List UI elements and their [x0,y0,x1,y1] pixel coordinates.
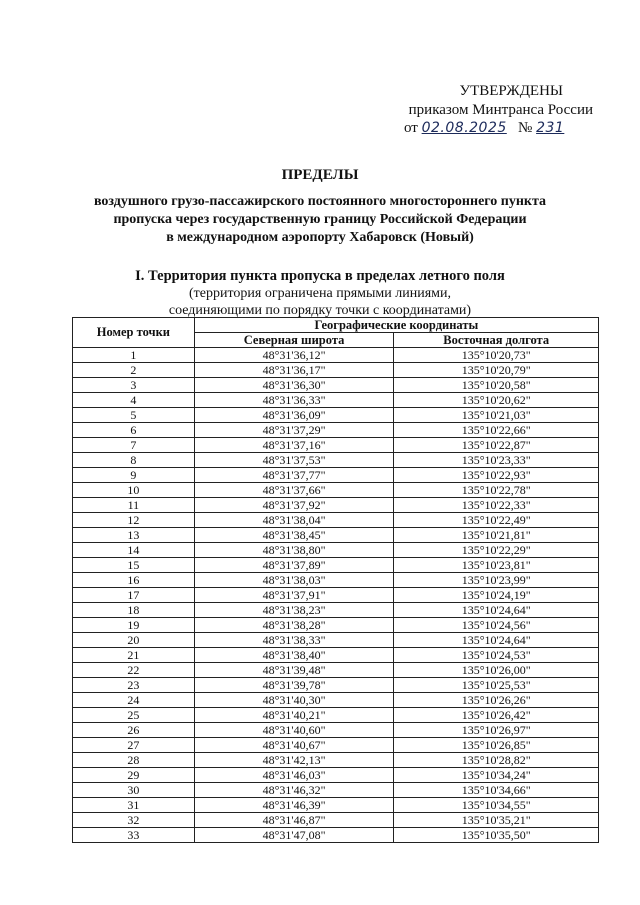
latitude-cell: 48°31'37,92" [194,498,394,513]
latitude-cell: 48°31'40,30" [194,693,394,708]
table-row [73,453,599,468]
longitude-cell: 135°10'24,19" [394,588,599,603]
longitude-cell: 135°10'35,50" [394,828,599,843]
table-row [73,738,599,753]
coordinates-table [72,317,599,843]
longitude-cell: 135°10'26,26" [394,693,599,708]
latitude-cell: 48°31'36,33" [194,393,394,408]
table-row [73,423,599,438]
point-number-cell: 17 [73,588,195,603]
latitude-cell: 48°31'46,32" [194,783,394,798]
table-row [73,723,599,738]
subtitle-line: пропуска через государственную границу Российской Федерации [113,212,527,227]
longitude-cell: 135°10'20,62" [394,393,599,408]
latitude-cell: 48°31'37,77" [194,468,394,483]
order-date-number [404,120,604,137]
table-row [73,798,599,813]
point-number-cell: 30 [73,783,195,798]
point-number-cell: 13 [73,528,195,543]
table-row [73,558,599,573]
table-row [73,708,599,723]
table-row [73,678,599,693]
table-row [73,633,599,648]
coordinates-table-body [73,348,599,843]
table-row [73,573,599,588]
longitude-cell: 135°10'34,55" [394,798,599,813]
point-number-cell: 12 [73,513,195,528]
point-number-cell: 28 [73,753,195,768]
point-number-cell: 9 [73,468,195,483]
latitude-cell: 48°31'38,28" [194,618,394,633]
point-number-cell: 3 [73,378,195,393]
section-note-line: соединяющими по порядку точки с координатами) [168,303,472,318]
longitude-cell: 135°10'21,81" [394,528,599,543]
point-number-cell: 6 [73,423,195,438]
point-number-cell: 32 [73,813,195,828]
point-number-cell: 2 [73,363,195,378]
latitude-cell: 48°31'37,89" [194,558,394,573]
latitude-cell: 48°31'36,09" [194,408,394,423]
table-row [73,393,599,408]
point-number-cell: 20 [73,633,195,648]
latitude-cell: 48°31'40,60" [194,723,394,738]
table-row [73,783,599,798]
latitude-cell: 48°31'38,80" [194,543,394,558]
point-number-cell: 7 [73,438,195,453]
latitude-cell: 48°31'36,30" [194,378,394,393]
latitude-cell: 48°31'37,29" [194,423,394,438]
point-number-cell: 19 [73,618,195,633]
longitude-cell: 135°10'22,29" [394,543,599,558]
latitude-cell: 48°31'37,66" [194,483,394,498]
point-number-cell: 22 [73,663,195,678]
table-row [73,438,599,453]
latitude-cell: 48°31'40,21" [194,708,394,723]
latitude-cell: 48°31'39,78" [194,678,394,693]
longitude-cell: 135°10'22,87" [394,438,599,453]
point-number-cell: 16 [73,573,195,588]
point-number-cell: 31 [73,798,195,813]
header-geo-coordinates: Географические координаты [194,318,598,333]
latitude-cell: 48°31'38,33" [194,633,394,648]
longitude-cell: 135°10'24,56" [394,618,599,633]
longitude-cell: 135°10'24,64" [394,603,599,618]
longitude-cell: 135°10'34,66" [394,783,599,798]
point-number-cell: 33 [73,828,195,843]
longitude-cell: 135°10'26,97" [394,723,599,738]
date-prefix: от [404,120,418,136]
point-number-cell: 10 [73,483,195,498]
point-number-cell: 15 [73,558,195,573]
latitude-cell: 48°31'39,48" [194,663,394,678]
latitude-cell: 48°31'40,67" [194,738,394,753]
point-number-cell: 14 [73,543,195,558]
longitude-cell: 135°10'23,81" [394,558,599,573]
section-title: I. Территория пункта пропуска в пределах летного поля [135,268,505,284]
longitude-cell: 135°10'28,82" [394,753,599,768]
longitude-cell: 135°10'24,64" [394,633,599,648]
approval-block [405,82,605,120]
document-headings [60,165,580,319]
longitude-cell: 135°10'26,00" [394,663,599,678]
section-note-line: (территория ограничена прямыми линиями, [188,286,452,301]
longitude-cell: 135°10'22,66" [394,423,599,438]
latitude-cell: 48°31'36,17" [194,363,394,378]
table-row [73,828,599,843]
longitude-cell: 135°10'21,03" [394,408,599,423]
point-number-cell: 5 [73,408,195,423]
table-row [73,363,599,378]
header-latitude: Северная широта [194,333,394,348]
latitude-cell: 48°31'37,53" [194,453,394,468]
longitude-cell: 135°10'20,58" [394,378,599,393]
table-row [73,768,599,783]
section-note [60,285,580,319]
longitude-cell: 135°10'23,99" [394,573,599,588]
longitude-cell: 135°10'22,49" [394,513,599,528]
longitude-cell: 135°10'24,53" [394,648,599,663]
longitude-cell: 135°10'20,73" [394,348,599,363]
point-number-cell: 4 [73,393,195,408]
document-subtitle [60,193,580,247]
table-row [73,648,599,663]
point-number-cell: 8 [73,453,195,468]
point-number-cell: 21 [73,648,195,663]
longitude-cell: 135°10'25,53" [394,678,599,693]
table-row [73,693,599,708]
document-title: ПРЕДЕЛЫ [281,167,359,183]
point-number-cell: 26 [73,723,195,738]
point-number-cell: 29 [73,768,195,783]
table-row [73,348,599,363]
header-point-number: Номер точки [73,318,195,348]
point-number-cell: 25 [73,708,195,723]
number-prefix: № [518,120,533,136]
point-number-cell: 24 [73,693,195,708]
latitude-cell: 48°31'38,04" [194,513,394,528]
table-row [73,483,599,498]
table-row [73,663,599,678]
table-row [73,543,599,558]
latitude-cell: 48°31'38,23" [194,603,394,618]
table-row [73,753,599,768]
latitude-cell: 48°31'46,03" [194,768,394,783]
table-row [73,588,599,603]
subtitle-line: воздушного грузо-пассажирского постоянного многостороннего пункта [93,194,547,209]
table-row [73,513,599,528]
latitude-cell: 48°31'38,03" [194,573,394,588]
longitude-cell: 135°10'35,21" [394,813,599,828]
point-number-cell: 27 [73,738,195,753]
longitude-cell: 135°10'26,85" [394,738,599,753]
table-row [73,813,599,828]
subtitle-line: в международном аэропорту Хабаровск (Новый) [166,230,474,245]
latitude-cell: 48°31'46,39" [194,798,394,813]
latitude-cell: 48°31'42,13" [194,753,394,768]
longitude-cell: 135°10'26,42" [394,708,599,723]
latitude-cell: 48°31'46,87" [194,813,394,828]
latitude-cell: 48°31'38,45" [194,528,394,543]
table-row [73,603,599,618]
latitude-cell: 48°31'38,40" [194,648,394,663]
order-number: 231 [536,120,565,136]
longitude-cell: 135°10'20,79" [394,363,599,378]
table-row [73,468,599,483]
longitude-cell: 135°10'23,33" [394,453,599,468]
table-row [73,498,599,513]
longitude-cell: 135°10'22,93" [394,468,599,483]
table-row [73,408,599,423]
point-number-cell: 11 [73,498,195,513]
approval-heading: УТВЕРЖДЕНЫ [459,83,563,99]
point-number-cell: 23 [73,678,195,693]
header-longitude: Восточная долгота [394,333,599,348]
longitude-cell: 135°10'34,24" [394,768,599,783]
table-row [73,378,599,393]
point-number-cell: 1 [73,348,195,363]
approval-issuer: приказом Минтранса России [408,102,593,118]
order-date: 02.08.2025 [421,120,507,136]
longitude-cell: 135°10'22,78" [394,483,599,498]
latitude-cell: 48°31'36,12" [194,348,394,363]
point-number-cell: 18 [73,603,195,618]
longitude-cell: 135°10'22,33" [394,498,599,513]
latitude-cell: 48°31'47,08" [194,828,394,843]
latitude-cell: 48°31'37,16" [194,438,394,453]
latitude-cell: 48°31'37,91" [194,588,394,603]
table-row [73,528,599,543]
table-row [73,618,599,633]
